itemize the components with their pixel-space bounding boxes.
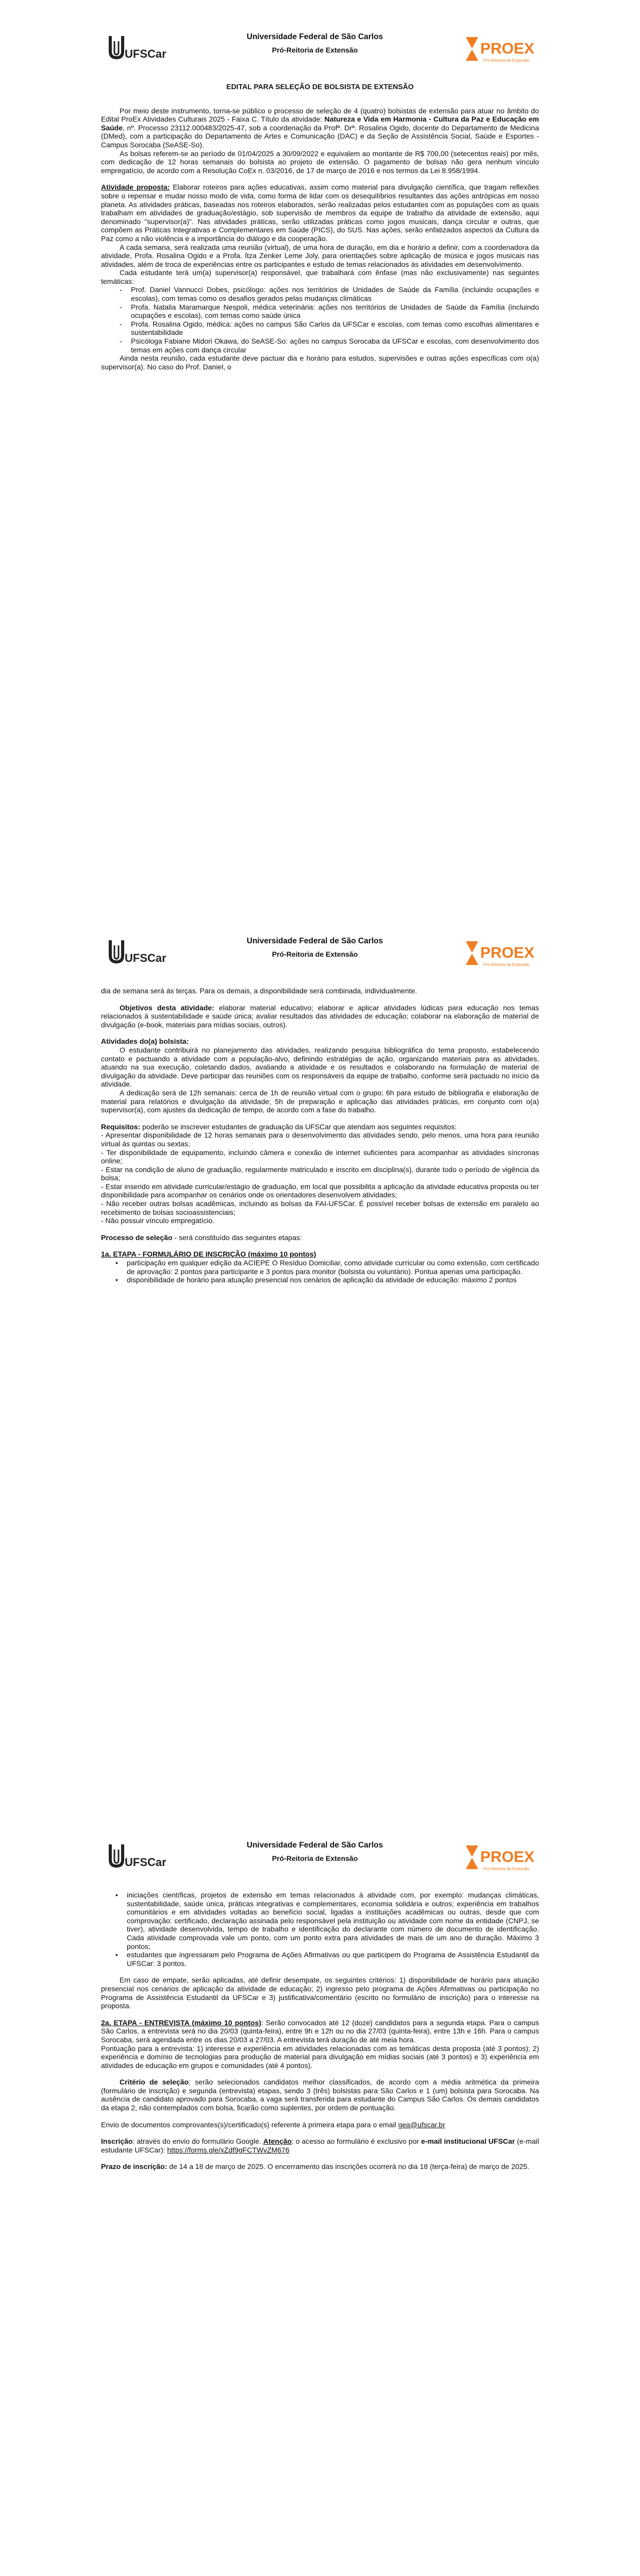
objetivos-paragraph: Objetivos desta atividade: elaborar material educativo; elaborar e aplicar atividades lúdicas para educação nos temas relacionados à sustentabilidade e saúde única; avaliar resultados das atividades de educação; colaborar na elaboração de material de divulgação (e-book, materiais para mídias sociais, outros). (101, 1003, 539, 1029)
supervisor-list (101, 285, 539, 354)
svg-text:Pró-Reitoria de Extensão: Pró-Reitoria de Extensão (483, 1867, 530, 1871)
list-item: - Prof. Daniel Vannucci Dobes, psicólogo: ações nos territórios de Unidades de Saúde da Família (incluindo ocupações e escolas), com temas como os desafios gerados pelas mudanças climáticas (120, 285, 539, 302)
list-item: • disponibilidade de horário para atuação presencial nos cenários de aplicação da atividade de educação: máximo 2 pontos (115, 1276, 539, 1284)
etapa2-paragraph: 2a. ETAPA - ENTREVISTA (máximo 10 pontos): Serão convocados até 12 (doze) candidatos para a segunda etapa. Para o campus São Carlos, a entrevista será no dia 20/03 (quinta-feira), entre 9h e 12h ou no dia 27/03 (quinta-feira), entre 13h e 16h. Para o campus Sorocaba, será agendada entre os dias 20/03 a 27/03. A entrevista terá duração de até meia hora. (101, 2018, 539, 2044)
svg-text:Pró-Reitoria de Extensão: Pró-Reitoria de Extensão (483, 58, 530, 63)
activity-title: Natureza e Vida em Harmonia - Cultura da Paz e Educação em Saúde (101, 115, 539, 132)
svg-text:PROEX: PROEX (480, 1849, 535, 1866)
list-item: - Estar inserido em atividade curricular/estágio de graduação, em local que possibilita a aplicação da atividade educativa proposta ou ter disponibilidade para acompanhar os cenários onde os orientadores desenvolvem atividades; (101, 1182, 539, 1199)
page-2 (0, 904, 640, 1808)
etapa1-title: 1a. ETAPA - FORMULÁRIO DE INSCRIÇÃO (máximo 10 pontos) (101, 1250, 316, 1259)
list-item: - Apresentar disponibilidade de 12 horas semanais para o desenvolvimento das atividades sendo, pelo menos, uma hora para reunião virtual às quintas ou sextas; (101, 1131, 539, 1148)
svg-text:UFSCar: UFSCar (125, 1856, 166, 1869)
inscricao-paragraph: Inscrição: através do envio do formulário Google. Atenção: o acesso ao formulário é exclusivo por e-mail institucional UFSCar (e-mail estudante UFSCar): https://forms.gle/xZdf9gFCTWvZM676 (101, 2137, 539, 2154)
form-link[interactable]: https://forms.gle/xZdf9gFCTWvZM676 (167, 2145, 290, 2154)
atividades-paragraph-2: A dedicação será de 12h semanais: cerca de 1h de reunião virtual com o grupo; 6h para estudo de bibliografia e elaboração de material para relatórios e divulgação da atividade; 5h de preparação e aplicação das atividades práticas, em conjunto com o(a) supervisor(a), com ajustes da dedicação de tempo, de acordo com a fase do trabalho. (101, 1088, 539, 1114)
ainda-nesta-paragraph: Ainda nesta reunião, cada estudante deve pactuar dia e horário para estudos, supervisões e outras ações específicas com o(a) supervisor(a). No caso do Prof. Daniel, o (101, 354, 539, 371)
email-link[interactable]: gea@ufscar.br (398, 2120, 445, 2129)
empate-paragraph: Em caso de empate, serão aplicadas, até definir desempate, os seguintes critérios: 1) disponibilidade de horário para atuação presencial nos cenários de aplicação da atividade de educação; 2) ingresso pelo programa de Ações Afirmativas ou participação no Programa de Assistência Estudantil da UFSCar e 3) justificativa/comentário (escrito no formulário de inscrição) para o interesse na proposta. (101, 1976, 539, 2010)
etapa1-list (101, 1259, 539, 1284)
dia-semana-paragraph: dia de semana será às terças. Para os demais, a disponibilidade será combinada, individualmente. (101, 987, 417, 995)
page-3 (0, 1808, 640, 2576)
svg-text:UFSCar: UFSCar (125, 952, 166, 964)
atividades-paragraph-1: O estudante contribuirá no planejamento das atividades, realizando pesquisa bibliográfica do tema proposto, estabelecendo contato e pactuando a atividade com a população-alvo, definindo estratégias de ação, organizando materiais para as atividades, atuando na sua execução, coletando dados, avaliando a atividade e os resultados e colaborando na formulação de material de divulgação da atividade. Deve participar das reuniões com os responsáveis da equipe de trabalho, conforme será pactuado no início da atividade. (101, 1045, 539, 1089)
university-name: Universidade Federal de São Carlos (246, 937, 383, 945)
prazo-paragraph: Prazo de inscrição: de 14 a 18 de março de 2025. O encerramento das inscrições ocorrerá no dia 18 (terça-feira) de março de 2025. (101, 2162, 530, 2171)
ufscar-logo (101, 31, 168, 67)
list-item: • participação em qualquer edição da ACIEPE O Resíduo Domiciliar, como atividade curricular ou como extensão, com certificado de aprovação: 2 pontos para participante e 3 pontos para monitor (bolsista ou voluntário). Pontua apenas uma participação. (115, 1259, 539, 1276)
page-header (101, 935, 539, 977)
list-item: - Psicóloga Fabiane Midori Okawa, do SeASE-So: ações no campus Sorocaba da UFSCar e escolas, com desenvolvimento dos temas em ações com dança circular (120, 337, 539, 354)
list-item: - Profa. Natalia Maramarque Nespoli, médica veterinária: ações nos territórios de Unidades de Saúde da Família (incluindo ocupações e escolas), com temas como saúde única (120, 303, 539, 320)
ufscar-logo (101, 1839, 168, 1875)
cada-estudante-paragraph: Cada estudante terá um(a) supervisor(a) responsável, que trabalhará com ênfase (mas não exclusivamente) nas seguintes temáticas: (101, 268, 539, 285)
atividades-title: Atividades do(a) bolsista: (101, 1037, 189, 1046)
svg-text:PROEX: PROEX (480, 40, 535, 57)
document-title: EDITAL PARA SELEÇÃO DE BOLSISTA DE EXTENSÃO (226, 82, 414, 91)
list-item: - Não receber outras bolsas acadêmicas, incluindo as bolsas da FAI-UFSCar. É possível receber bolsas de extensão em paralelo ao recebimento de bolsas socioassistenciais; (101, 1199, 539, 1216)
page-header (101, 31, 539, 73)
pontuacao-paragraph: Pontuação para a entrevista: 1) interesse e experiência em atividades relacionadas com as temáticas desta proposta (até 3 pontos); 2) experiência e domínio de tecnologias para produção de material para divulgação em mídias sociais (até 3 pontos) e 3) experiência em atividades de educação em grupos e comunidades (até 4 pontos). (101, 2044, 539, 2070)
svg-text:Pró-Reitoria de Extensão: Pró-Reitoria de Extensão (483, 962, 530, 967)
pro-reitoria-name: Pró-Reitoria de Extensão (272, 1854, 358, 1862)
ufscar-logo (101, 935, 168, 971)
criterio-paragraph: Critério de seleção: serão selecionados candidatos melhor classificados, de acordo com a média aritmética da primeira (formulário de inscrição) e segunda (entrevista) etapas, sendo 3 (três) bolsistas para São Carlos e 1 (um) bolsista para Sorocaba. Na ausência de candidato aprovado para Sorocaba, a vaga será transferida para estudante do Campus São Carlos. Os demais candidatos da etapa 2, não contemplados com bolsa, ficarão como suplentes, por ordem de pontuação. (101, 2078, 540, 2112)
svg-text:UFSCar: UFSCar (125, 47, 166, 60)
etapa1-list-continued (101, 1891, 539, 1968)
comprovantes-paragraph: Envio de documentos comprovantes(s)/certificado(s) referente à primeira etapa para o email gea@ufscar.br (101, 2120, 445, 2129)
proex-logo (462, 1839, 539, 1875)
university-name: Universidade Federal de São Carlos (246, 1841, 383, 1850)
list-item: • iniciações científicas, projetos de extensão em temas relacionados à atividade com, por exemplo: mudanças climáticas, sustentabilidade, saúde única, práticas integrativas e complementares, economia solidária e outros; experiência em trabalhos comunitários e em atividades voltadas ao benefício social, ligadas a instituições acadêmicas ou outras, desde que com comprovação: certificado, declaração assinada pelo responsável pela instituição ou atividade com nome da entidade (CNPJ, se tiver), atividade desenvolvida, tempo de trabalho e identificação do declarante com número de documento de identificação. Cada atividade comprovada vale um ponto, com um ponto extra para atividades de mais de um ano de duração. Máximo 3 pontos; (115, 1891, 539, 1951)
requisitos-paragraph: Requisitos: poderão se inscrever estudantes de graduação da UFSCar que atendam aos seguintes requisitos: (101, 1122, 457, 1131)
pro-reitoria-name: Pró-Reitoria de Extensão (272, 950, 358, 958)
page-1 (0, 0, 640, 904)
pro-reitoria-name: Pró-Reitoria de Extensão (272, 45, 358, 54)
university-name: Universidade Federal de São Carlos (246, 32, 383, 41)
cada-semana-paragraph: A cada semana, será realizada uma reunião (virtual), de uma hora de duração, em dia e horário a definir, com a coordenadora da atividade, Profa. Rosalina Ogido e a Profa. Ítza Zenker Leme Joly, para orientações sobre aplicação de música e jogos musicais nas atividades, além de troca de experiências entre os participantes e estudo de temas relacionados às atividades em desenvolvimento. (101, 243, 539, 268)
list-item: - Ter disponibilidade de equipamento, incluindo câmera e conexão de internet suficientes para acompanhar as atividades síncronas online; (101, 1148, 539, 1165)
processo-paragraph: Processo de seleção - será constituído das seguintes etapas: (101, 1233, 302, 1242)
svg-text:PROEX: PROEX (480, 944, 535, 961)
list-item: - Não possuir vínculo empregatício. (101, 1216, 215, 1225)
proex-logo (462, 31, 539, 67)
intro-paragraph: Por meio deste instrumento, torna-se público o processo de seleção de 4 (quatro) bolsistas de extensão para atuar no âmbito do Edital ProEx Atividades Culturais 2025 - Faixa C. Título da atividade: Natureza e Vida em Harmonia - Cultura da Paz e Educação em Saúde, nº. Processo 23112.000483/2025-47, sob a coordenação da Profª. Drª. Rosalina Ogido, docente do Departamento de Medicina (DMed), com a participação do Departamento de Artes e Comunicação (DAC) e da Seção de Assistência Social, Saúde e Esportes - Campus Sorocaba (SeASE-So). (101, 106, 539, 149)
proex-logo (462, 935, 539, 971)
list-item: • estudantes que ingressaram pelo Programa de Ações Afirmativas ou que participem do Programa de Assistência Estudantil da UFSCar: 3 pontos. (115, 1951, 539, 1968)
page-header (101, 1839, 539, 1882)
bolsas-paragraph: As bolsas referem-se ao período de 01/04/2025 a 30/09/2022 e equivalem ao montante de R$ 700,00 (setecentos reais) por mês, com dedicação de 12 horas semanais do bolsista ao projeto de extensão. O pagamento de bolsas não gera nenhum vínculo empregatício, de acordo com a Resolução CoEx n. 03/2016, de 17 de março de 2016 e nos termos da Lei 8.958/1994. (101, 149, 539, 175)
list-item: - Profa. Rosalina Ogido, médica: ações no campus São Carlos da UFSCar e escolas, com temas como escolhas alimentares e sustentabilidade (120, 320, 539, 337)
atividade-paragraph: Atividade proposta: Elaborar roteiros para ações educativas, assim como material para divulgação científica, que tragam reflexões sobre o repensar e mudar nosso modo de vida, como forma de lidar com os desequilíbrios resultantes das ações antrópicas em nosso planeta. As atividades práticas, baseadas nos roteiros elaborados, serão realizadas pelos estudantes com as populações com as quais trabalham em atividades de graduação/estágio, sob supervisão de membros da equipe de trabalho da atividade de extensão, aqui denominado "supervisor(a)". Nas atividades práticas, serão utilizadas práticas como jogos musicais, dança circular e outras, que compõem as Práticas Integrativas e Complementares em Saúde (PICS), do SUS. Nas ações, serão enfatizados aspectos da Cultura da Paz como a não violência e a importância do diálogo e da cooperação. (101, 183, 539, 243)
list-item: - Estar na condição de aluno de graduação, regularmente matriculado e inscrito em disciplina(s), durante todo o período de vigência da bolsa; (101, 1165, 539, 1182)
